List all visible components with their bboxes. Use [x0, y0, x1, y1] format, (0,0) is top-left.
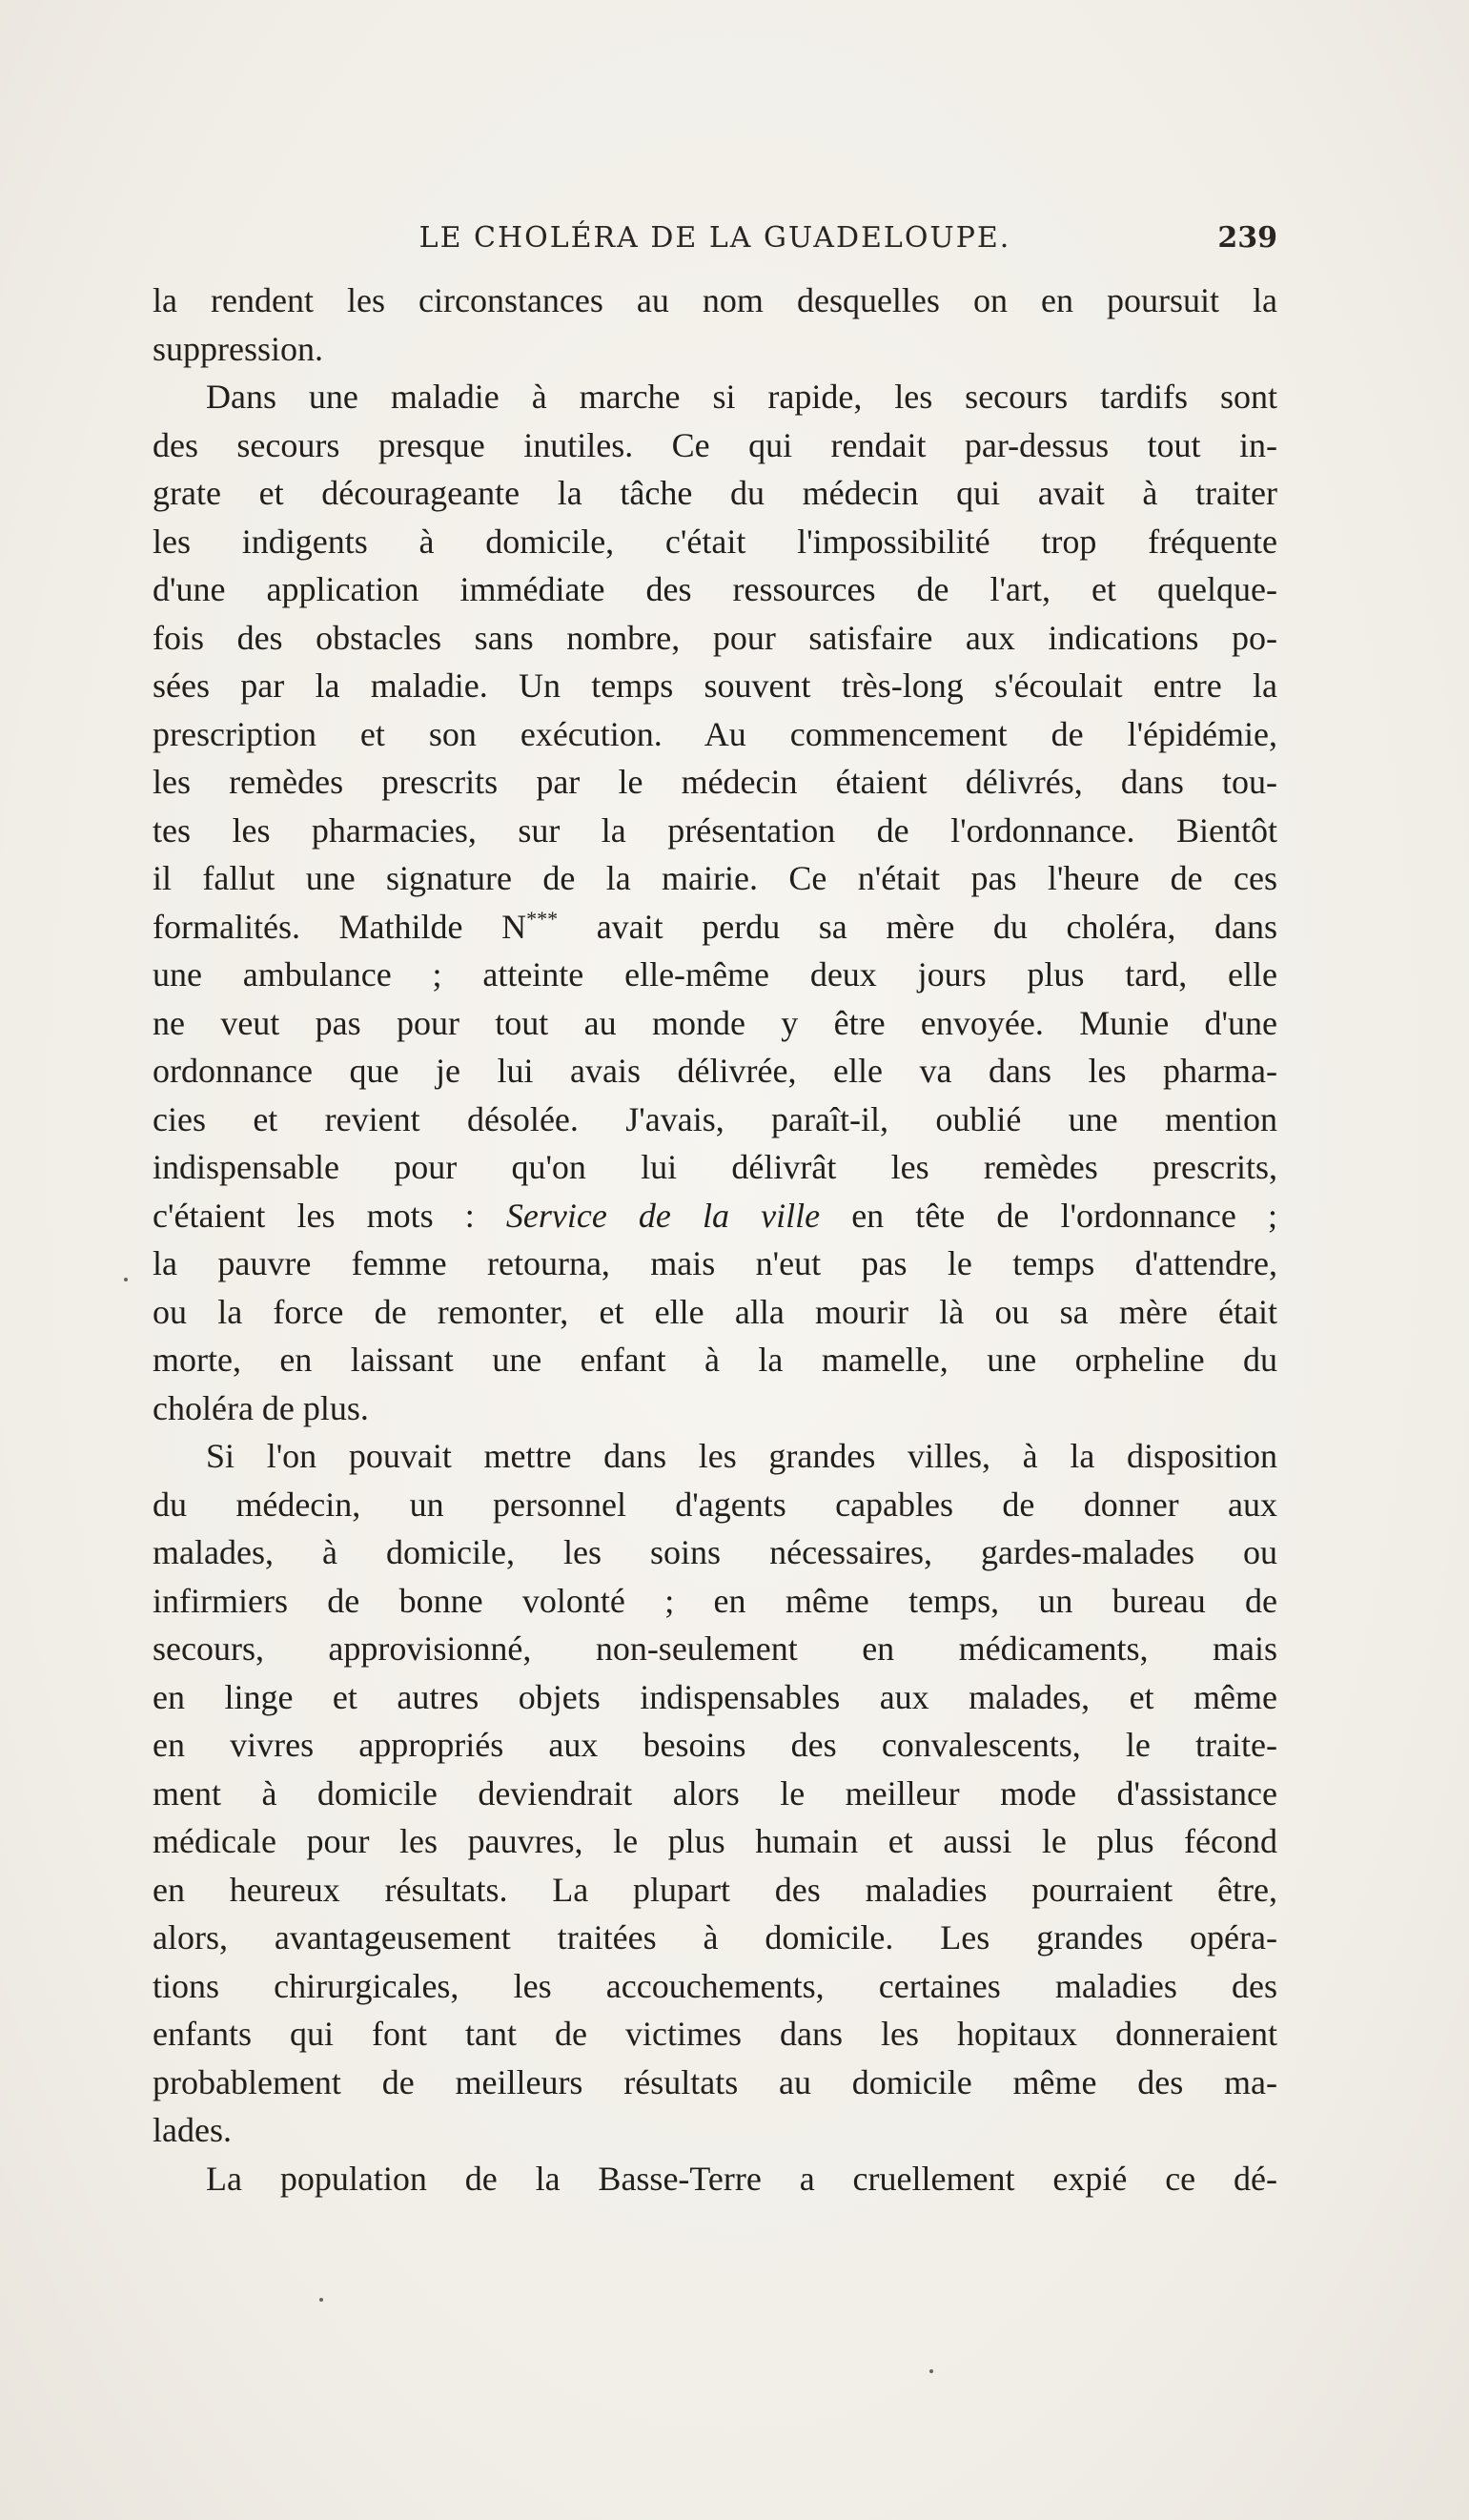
- text-line: grate et décourageante la tâche du médecin qui avait à traiter: [153, 474, 1277, 512]
- text-line: la pauvre femme retourna, mais n'eut pas le temps d'attendre,: [153, 1244, 1277, 1282]
- text-line: [153, 1192, 1277, 1240]
- italic-phrase: Service de la ville: [505, 1196, 821, 1235]
- text-fragment: c'étaient les mots :: [153, 1196, 506, 1235]
- text-line: [153, 903, 1277, 952]
- text-line: en heureux résultats. La plupart des maladies pourraient être,: [153, 1870, 1277, 1909]
- text-line: d'une application immédiate des ressources de l'art, et quelque-: [153, 570, 1277, 608]
- text-line: ne veut pas pour tout au monde y être envoyée. Munie d'une: [153, 1003, 1277, 1042]
- text-line: il fallut une signature de la mairie. Ce n'était pas l'heure de ces: [153, 859, 1277, 897]
- text-line: la rendent les circonstances au nom desquelles on en poursuit la: [153, 281, 1277, 319]
- paragraph-4: [153, 2155, 1277, 2203]
- text-line: malades, à domicile, les soins nécessaires, gardes-malades ou: [153, 1533, 1277, 1571]
- text-line: alors, avantageusement traitées à domicile. Les grandes opéra-: [153, 1918, 1277, 1957]
- text-line: fois des obstacles sans nombre, pour satisfaire aux indications po-: [153, 618, 1277, 657]
- text-line: secours, approvisionné, non-seulement en médicaments, mais: [153, 1629, 1277, 1668]
- text-line: enfants qui font tant de victimes dans les hopitaux donneraient: [153, 2015, 1277, 2053]
- paragraph-1: [153, 277, 1277, 373]
- text-line: les indigents à domicile, c'était l'impossibilité trop fréquente: [153, 522, 1277, 561]
- text-line: Si l'on pouvait mettre dans les grandes villes, à la disposition: [206, 1437, 1277, 1475]
- text-line: La population de la Basse-Terre a cruellement expié ce dé-: [206, 2159, 1277, 2198]
- text-fragment: en tête de l'ordonnance ;: [820, 1196, 1277, 1235]
- page-header: [153, 221, 1277, 263]
- paper-speck: [319, 2298, 323, 2302]
- text-fragment: formalités. Mathilde N: [153, 907, 527, 946]
- paragraph-3: [153, 1432, 1277, 2155]
- paragraph-2: [153, 373, 1277, 1432]
- text-line: prescription et son exécution. Au commencement de l'épidémie,: [153, 714, 1277, 753]
- text-line: en linge et autres objets indispensables aux malades, et même: [153, 1677, 1277, 1716]
- text-line: ordonnance que je lui avais délivrée, elle va dans les pharma-: [153, 1052, 1277, 1090]
- text-line: probablement de meilleurs résultats au domicile même des ma-: [153, 2062, 1277, 2101]
- text-line: suppression.: [153, 329, 323, 368]
- text-line: en vivres appropriés aux besoins des convalescents, le traite-: [153, 1726, 1277, 1764]
- text-line: morte, en laissant une enfant à la mamelle, une orpheline du: [153, 1341, 1277, 1379]
- text-line: cies et revient désolée. J'avais, paraît-il, oublié une mention: [153, 1099, 1277, 1138]
- text-line: ment à domicile deviendrait alors le meilleur mode d'assistance: [153, 1773, 1277, 1813]
- text-line: une ambulance ; atteinte elle-même deux jours plus tard, elle: [153, 955, 1277, 994]
- body-text: [153, 277, 1277, 2202]
- text-line: des secours presque inutiles. Ce qui rendait par-dessus tout in-: [153, 425, 1277, 464]
- text-line: choléra de plus.: [153, 1388, 369, 1427]
- paper-speck: [929, 2369, 933, 2373]
- text-line: médicale pour les pauvres, le plus humain et aussi le plus fécond: [153, 1822, 1277, 1860]
- paper-speck: [124, 1278, 128, 1281]
- text-fragment: avait perdu sa mère du choléra, dans: [558, 907, 1277, 946]
- text-line: tes les pharmacies, sur la présentation de l'ordonnance. Bientôt: [153, 810, 1277, 850]
- text-line: du médecin, un personnel d'agents capables de donner aux: [153, 1485, 1277, 1524]
- text-line: indispensable pour qu'on lui délivrât les remèdes prescrits,: [153, 1148, 1277, 1186]
- text-line: infirmiers de bonne volonté ; en même temps, un bureau de: [153, 1581, 1277, 1620]
- text-line: Dans une maladie à marche si rapide, les secours tardifs sont: [206, 378, 1277, 416]
- text-line: ou la force de remonter, et elle alla mourir là ou sa mère était: [153, 1292, 1277, 1331]
- page-number: 239: [1217, 221, 1277, 255]
- running-title: LE CHOLÉRA DE LA GUADELOUPE.: [418, 221, 1011, 255]
- anonymization-asterisks: ***: [526, 906, 559, 931]
- text-line: lades.: [153, 2111, 232, 2149]
- text-line: les remèdes prescrits par le médecin étaient délivrés, dans tou-: [153, 763, 1277, 801]
- text-line: sées par la maladie. Un temps souvent très-long s'écoulait entre la: [153, 666, 1277, 705]
- text-line: tions chirurgicales, les accouchements, certaines maladies des: [153, 1966, 1277, 2005]
